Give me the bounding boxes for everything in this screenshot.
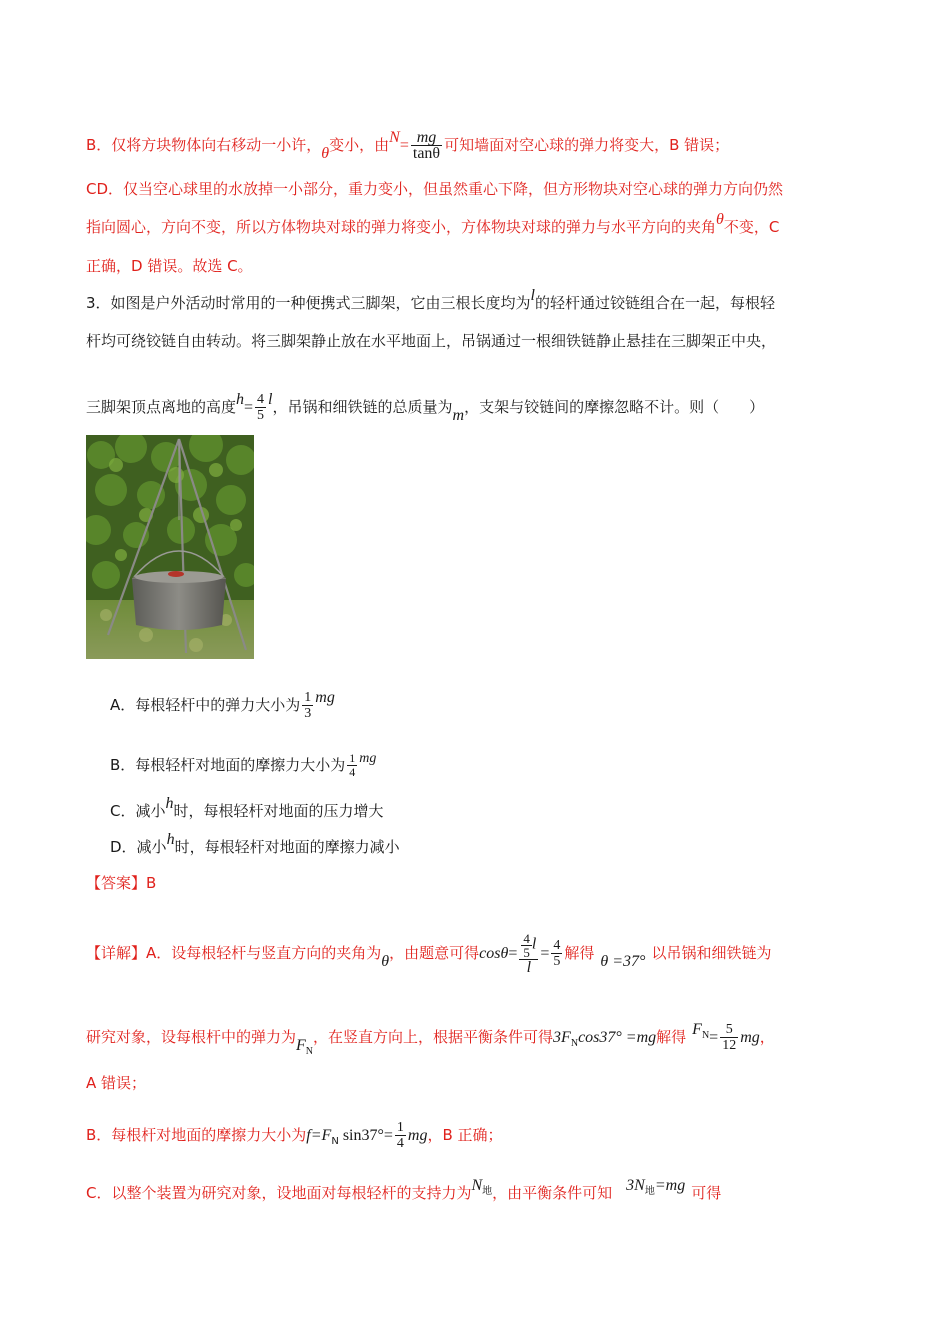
m-symbol: m	[452, 407, 465, 424]
denominator: 4	[349, 765, 356, 779]
n-subscript: N	[305, 1046, 314, 1057]
equation	[626, 1177, 686, 1197]
text: 时，每根轻杆对地面的压力增大	[173, 802, 384, 820]
text: 变小，由	[329, 136, 390, 154]
text: A．设每根轻杆与竖直方向的夹角为	[146, 944, 382, 962]
theta-symbol: θ	[716, 211, 724, 228]
numerator: 4	[553, 938, 561, 953]
equation	[553, 1029, 657, 1049]
denominator: 5	[553, 954, 561, 969]
equals: =	[383, 1127, 393, 1144]
mg-symbol: mg	[740, 1029, 760, 1046]
h-symbol: h	[236, 391, 245, 408]
l-symbol: l	[530, 287, 535, 304]
fraction-1-4	[347, 752, 357, 779]
mg-symbol: mg	[359, 751, 377, 766]
eq-part: 3F	[553, 1029, 571, 1046]
text: A．每根轻杆中的弹力大小为	[110, 696, 301, 714]
mg-symbol: mg	[407, 1127, 428, 1144]
eq-part: =mg	[654, 1177, 686, 1194]
eq-part: =F	[310, 1127, 332, 1144]
f-letter: F	[692, 1021, 702, 1038]
text: 可知墙面对空心球的弹力将变大，B 错误；	[444, 136, 730, 154]
text: D．减小	[110, 838, 167, 856]
equals: =	[508, 945, 518, 962]
detail-a-line1	[86, 932, 771, 975]
text: ，由题意可得	[389, 944, 480, 962]
fraction-mg-over-tan	[411, 130, 442, 161]
denominator: l	[526, 959, 532, 976]
option-cd-analysis-line3: 正确，D 错误。故选 C。	[86, 257, 253, 275]
f-letter: F	[296, 1037, 306, 1054]
text: ，支架与铰链间的摩擦忽略不计。则（ ）	[464, 398, 765, 416]
subscript: N	[570, 1038, 579, 1049]
n-ground-symbol	[471, 1177, 493, 1197]
answer-label: 【答案】	[86, 874, 147, 892]
denominator: 12	[722, 1038, 737, 1053]
text: 指向圆心，方向不变，所以方体物块对球的弹力将变小，方体物块对球的弹力与水平方向的夹角	[86, 218, 717, 236]
fraction-5-12	[720, 1022, 738, 1053]
option-cd-analysis-line1: CD．仅当空心球里的水放掉一小部分，重力变小，但虽然重心下降，但方形物块对空心球的弹力方向仍然	[86, 180, 784, 198]
denominator: 5	[523, 945, 530, 960]
h-symbol: h	[166, 831, 175, 848]
n-letter: N	[471, 1177, 483, 1194]
text: 3．如图是户外活动时常用的一种便携式三脚架，它由三根长度均为	[86, 294, 531, 312]
theta-symbol: θ	[381, 953, 390, 970]
equals: =	[399, 137, 409, 154]
denominator: 5	[257, 408, 265, 423]
mg-symbol: mg	[315, 689, 335, 706]
text: B．每根杆对地面的摩擦力大小为	[86, 1126, 307, 1144]
eq-part: 3N	[626, 1177, 645, 1194]
subscript: 地	[482, 1186, 493, 1197]
text: C．以整个装置为研究对象，设地面对每根轻杆的支持力为	[86, 1184, 472, 1202]
answer-value: B	[146, 874, 157, 892]
answer-line	[86, 872, 156, 894]
theta-result: θ =37°	[600, 953, 646, 970]
fraction-1-3	[302, 690, 313, 721]
denominator: tanθ	[412, 145, 441, 162]
text: ，	[759, 1028, 775, 1046]
f-symbol: f	[306, 1127, 311, 1144]
detail-label: 【详解】	[86, 944, 147, 962]
l-symbol: l	[531, 935, 537, 953]
n-subscript: N	[331, 1136, 339, 1147]
numerator: 5	[720, 1022, 738, 1038]
n-subscript: N	[701, 1030, 710, 1041]
fraction-4-5	[551, 938, 562, 969]
option-c	[110, 795, 384, 823]
text: ，由平衡条件可知	[492, 1184, 613, 1202]
question-3-line1	[86, 287, 776, 315]
question-3-line2: 杆均可绕铰链自由转动。将三脚架静止放在水平地面上，吊锅通过一根细铁链静止悬挂在三脚架正中央，	[86, 332, 777, 350]
text: ，在竖直方向上，根据平衡条件可得	[313, 1028, 554, 1046]
equals: =	[709, 1029, 719, 1046]
tripod-illustration	[86, 435, 254, 659]
l-symbol: l	[268, 391, 273, 408]
sin37: sin37°	[342, 1127, 384, 1144]
numerator: mg	[411, 130, 442, 146]
text: 的轻杆通过铰链组合在一起，每根轻	[535, 294, 776, 312]
tripod-pot-photo	[86, 435, 254, 659]
option-d	[110, 831, 400, 859]
detail-a-line3: A 错误；	[86, 1074, 147, 1092]
subscript: 地	[644, 1186, 655, 1197]
denominator: 3	[304, 706, 312, 721]
fraction-4-5	[255, 392, 266, 423]
numerator: 1	[396, 1120, 404, 1135]
text: 解得	[656, 1028, 687, 1046]
text: ，吊锅和细铁链的总质量为	[272, 398, 453, 416]
eq-part: cos37° =mg	[578, 1029, 657, 1046]
text: B．每根轻杆对地面的摩擦力大小为	[110, 756, 346, 774]
inner-fraction	[521, 932, 532, 959]
detail-a-line2	[86, 1022, 775, 1055]
text: 解得	[564, 944, 595, 962]
text: 可得	[691, 1184, 722, 1202]
detail-b-line	[86, 1120, 503, 1153]
detail-c-line	[86, 1177, 722, 1211]
option-b-analysis	[86, 130, 729, 161]
n-symbol: N	[389, 129, 400, 146]
text: 以吊锅和细铁链为	[651, 944, 772, 962]
text: ，B 正确；	[427, 1126, 503, 1144]
option-a	[110, 690, 335, 721]
denominator: 4	[396, 1136, 404, 1151]
numerator: 4	[523, 931, 530, 946]
numerator: 4	[257, 392, 265, 407]
h-symbol: h	[165, 795, 174, 812]
option-cd-analysis-line2	[86, 211, 780, 239]
equals: =	[540, 945, 550, 962]
f-n-symbol	[296, 1037, 314, 1057]
fraction-1-4	[395, 1120, 406, 1151]
option-b	[110, 752, 376, 779]
text: B．仅将方块物体向右移动一小许，	[86, 136, 322, 154]
question-3-line3	[86, 392, 764, 423]
fraction-nested	[519, 932, 538, 975]
cos-theta: cosθ	[479, 945, 509, 962]
numerator: 1	[304, 690, 312, 705]
numerator: 1	[349, 751, 356, 765]
text: C．减小	[110, 802, 166, 820]
text: 三脚架顶点离地的高度	[86, 398, 237, 416]
text: 不变，C	[723, 218, 780, 236]
text: 研究对象，设每根杆中的弹力为	[86, 1028, 297, 1046]
text: 时，每根轻杆对地面的摩擦力减小	[174, 838, 400, 856]
theta-symbol: θ	[321, 145, 330, 162]
equals: =	[244, 399, 254, 416]
f-n-result	[692, 1021, 710, 1041]
